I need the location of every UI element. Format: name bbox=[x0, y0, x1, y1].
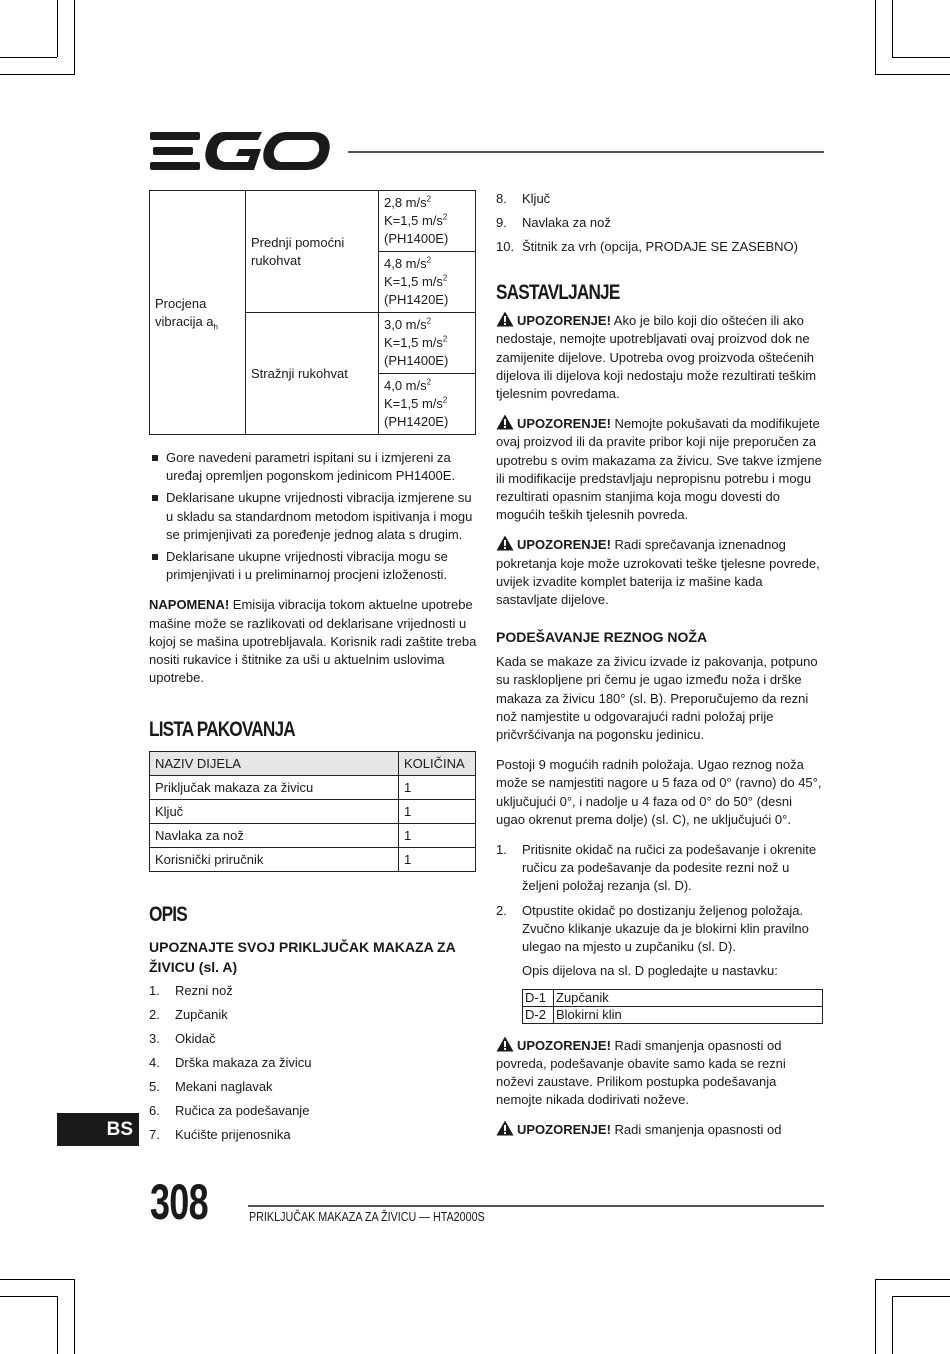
crop-mark bbox=[0, 57, 57, 58]
packing-list-heading: LISTA PAKOVANJA bbox=[149, 718, 295, 742]
list-item: 6. Ručica za podešavanje bbox=[149, 1103, 310, 1119]
vibration-value-cell: 4,8 $m/s^2$ K=1,5 $m/s^2$ (PH1420E) bbox=[379, 252, 476, 313]
table-row bbox=[150, 824, 476, 848]
part-code: D-1 bbox=[523, 989, 554, 1006]
warning-paragraph: UPOZORENJE! Radi sprečavanja iznenadnog pokretanja koje može uzrokovati teške tjelesne povrede, uvijek izvadite komplet baterija iz mašine kada sastavljate dijelove. bbox=[496, 537, 820, 608]
vibration-table bbox=[149, 190, 476, 435]
part-code: D-2 bbox=[523, 1006, 554, 1023]
vibration-value-cell: 4,0 $m/s^2$ K=1,5 $m/s^2$ (PH1420E) bbox=[379, 374, 476, 435]
crop-mark bbox=[875, 1279, 876, 1354]
crop-mark bbox=[892, 57, 950, 58]
podesavanje-heading: PODEŠAVANJE REZNOG NOŽA bbox=[496, 629, 708, 646]
table-row bbox=[150, 776, 476, 800]
part-qty: 1 bbox=[399, 800, 476, 824]
column-header: KOLIČINA bbox=[399, 752, 476, 776]
warning-icon bbox=[496, 535, 514, 551]
list-item: 1. Rezni nož bbox=[149, 983, 233, 999]
page-number: 308 bbox=[150, 1174, 208, 1230]
part-name: Priključak makaza za živicu bbox=[150, 776, 399, 800]
crop-mark bbox=[875, 0, 876, 75]
parts-table bbox=[522, 989, 823, 1024]
warning-icon bbox=[496, 1036, 514, 1052]
crop-mark bbox=[74, 1279, 75, 1354]
part-name: Ključ bbox=[150, 800, 399, 824]
warning-icon bbox=[496, 414, 514, 430]
list-item: 8. Ključ bbox=[496, 191, 551, 206]
list-item: 7. Kućište prijenosnika bbox=[149, 1127, 291, 1143]
list-item: 1. Pritisnite okidač na ručici za podešavanje i okrenite ručicu za podešavanje da podesite rezni nož u željeni položaj rezanja (sl. D). bbox=[496, 842, 817, 894]
crop-mark bbox=[57, 0, 58, 57]
vibration-value-cell: 2,8 $m/s^2$ K=1,5 $m/s^2$ (PH1400E) bbox=[379, 191, 476, 252]
warning-icon bbox=[496, 311, 514, 327]
language-tab: BS bbox=[57, 1113, 139, 1146]
part-qty: 1 bbox=[399, 776, 476, 800]
vibration-label-cell: Procjena vibracija $a_h$ bbox=[150, 191, 246, 435]
ego-logo bbox=[150, 130, 330, 172]
crop-mark bbox=[0, 74, 75, 75]
notes-list bbox=[149, 449, 477, 584]
crop-mark bbox=[57, 1296, 58, 1354]
right-column bbox=[496, 190, 824, 1140]
table-row bbox=[523, 989, 823, 1006]
opis-subheading: UPOZNAJTE SVOJ PRIKLJUČAK MAKAZA ZA ŽIVICU (sl. A) bbox=[149, 939, 456, 976]
part-qty: 1 bbox=[399, 848, 476, 872]
parts-list-continued bbox=[496, 190, 824, 256]
list-item: Deklarisane ukupne vrijednosti vibracija izmjerene su u skladu sa standardnom metodom ispitivanja i mogu se primjenjivati za poređenje jednog alata s drugim. bbox=[149, 489, 477, 544]
part-name: Korisnički priručnik bbox=[150, 848, 399, 872]
list-item: 5. Mekani naglavak bbox=[149, 1079, 273, 1095]
list-item: 2. Zupčanik bbox=[149, 1007, 228, 1023]
warning-paragraph: UPOZORENJE! Radi smanjenja opasnosti od povreda, podešavanje obavite samo kada se rezni noževi zaustave. Prilikom postupka podešavanja nemojte nikada dodirivati noževe. bbox=[496, 1037, 786, 1108]
packing-table bbox=[149, 751, 476, 872]
crop-mark bbox=[892, 1296, 893, 1354]
warning-paragraph: UPOZORENJE! Radi smanjenja opasnosti od bbox=[496, 1120, 824, 1139]
list-item: 3. Okidač bbox=[149, 1031, 216, 1047]
crop-mark bbox=[875, 74, 950, 75]
list-item: 9. Navlaka za nož bbox=[496, 215, 611, 230]
paragraph: Postoji 9 mogućih radnih položaja. Ugao reznog noža može se namjestiti nagore u 5 faza od 0° (ravno) do 45°, uključujući 0°, i nadolje u 4 faza od 0° do 50° (desni ugao okrenut prema dolje) (sl. C), ne uključujući 0°. bbox=[496, 757, 822, 827]
crop-mark bbox=[0, 1296, 57, 1297]
crop-mark bbox=[875, 1279, 950, 1280]
part-name: Blokirni klin bbox=[554, 1006, 823, 1023]
sastavljanje-heading: SASTAVLJANJE bbox=[496, 281, 620, 305]
table-row bbox=[150, 800, 476, 824]
list-item: Gore navedeni parametri ispitani su i izmjereni za uređaj opremljen pogonskom jedinicom PH1400E. bbox=[149, 449, 477, 485]
column-header: NAZIV DIJELA bbox=[150, 752, 399, 776]
crop-mark bbox=[892, 1296, 950, 1297]
left-column bbox=[149, 190, 477, 1150]
list-item: 4. Drška makaza za živicu bbox=[149, 1055, 312, 1071]
napomena-paragraph: NAPOMENA! Emisija vibracija tokom aktuelne upotrebe mašine može se razlikovati od deklarisane vrijednosti u kojoj se mašina upotrebljavala. Korisnik radi zaštite treba nositi rukavice i štitnike za uši u aktuelnim uslovima upotrebe. bbox=[149, 597, 477, 686]
warning-paragraph: UPOZORENJE! Nemojte pokušavati da modifikujete ovaj proizvod ili da pravite pribor koji nije preporučen za upotrebu s ovim makazama za živicu. Sve takve izmjene ili modifikacije predstavljaju nepropisnu potrebu i mogu rezultirati opasnim stanjima koja mogu dovesti do mogućih teških tjelesnih povreda. bbox=[496, 416, 822, 523]
list-item: 2. Otpustite okidač po dostizanju željenog položaja. Zvučno klikanje ukazuje da je blokirni klin pravilno ulegao na mjesto u zupčaniku (sl. D). bbox=[496, 902, 809, 955]
footer-title: PRIKLJUČAK MAKAZA ZA ŽIVICU — HTA2000S bbox=[249, 1210, 485, 1224]
part-qty: 1 bbox=[399, 824, 476, 848]
paragraph: Kada se makaze za živicu izvade iz pakovanja, potpuno su rasklopljene pri čemu je ugao između noža i drške makaza za živicu 180° (sl. B). Preporučujemo da rezni nož namjestite u odgovarajući radni položaj prije pričvršćivanja na pogonsku jedinicu. bbox=[496, 654, 818, 743]
crop-mark bbox=[74, 0, 75, 75]
parts-intro: Opis dijelova na sl. D pogledajte u nastavku: bbox=[522, 963, 778, 979]
list-item: Deklarisane ukupne vrijednosti vibracija mogu se primjenjivati i u preliminarnoj procjeni izloženosti. bbox=[149, 548, 477, 584]
steps-list bbox=[496, 841, 824, 956]
front-handle-label: Prednji pomoćni rukohvat bbox=[246, 191, 379, 313]
footer-rule bbox=[248, 1205, 824, 1207]
part-name: Zupčanik bbox=[554, 989, 823, 1006]
part-name: Navlaka za nož bbox=[150, 824, 399, 848]
parts-list bbox=[149, 982, 477, 1144]
list-item: 10. Štitnik za vrh (opcija, PRODAJE SE ZASEBNO) bbox=[496, 239, 798, 254]
table-row bbox=[150, 848, 476, 872]
opis-heading: OPIS bbox=[149, 903, 187, 927]
rear-handle-label: Stražnji rukohvat bbox=[246, 313, 379, 435]
crop-mark bbox=[0, 1279, 75, 1280]
crop-mark bbox=[892, 0, 893, 57]
warning-paragraph: UPOZORENJE! Ako je bilo koji dio oštećen ili ako nedostaje, nemojte upotrebljavati ovaj proizvod dok ne zamijenite dijelove. Upotreba ovog proizvoda oštećenih dijelova ili dijelova koji nedostaju može rezultirati teškim tjelesnim povredama. bbox=[496, 313, 817, 402]
vibration-value-cell: 3,0 $m/s^2$ K=1,5 $m/s^2$ (PH1400E) bbox=[379, 313, 476, 374]
header-rule bbox=[348, 151, 824, 153]
table-row bbox=[523, 1006, 823, 1023]
warning-icon bbox=[496, 1120, 514, 1136]
